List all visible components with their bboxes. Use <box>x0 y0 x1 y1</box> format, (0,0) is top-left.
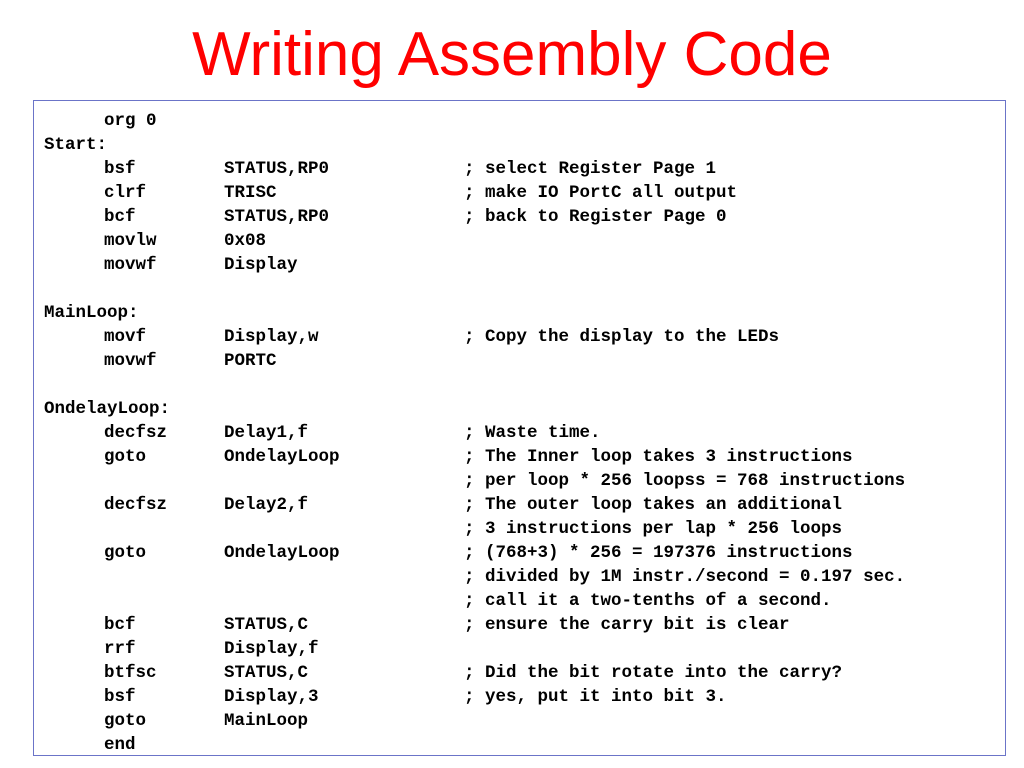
code-mnemonic: bsf <box>104 159 136 179</box>
code-mnemonic: movlw <box>104 231 157 251</box>
code-comment: ; The Inner loop takes 3 instructions <box>464 447 853 467</box>
code-comment: ; yes, put it into bit 3. <box>464 687 727 707</box>
code-mnemonic: decfsz <box>104 495 168 515</box>
code-operand: Display,3 <box>224 687 319 707</box>
code-mnemonic: goto <box>104 711 147 731</box>
code-mnemonic: rrf <box>104 639 136 659</box>
code-mnemonic: btfsc <box>104 663 157 683</box>
code-mnemonic: movwf <box>104 351 157 371</box>
code-comment: ; Did the bit rotate into the carry? <box>464 663 843 683</box>
code-comment: ; Copy the display to the LEDs <box>464 327 780 347</box>
code-operand: STATUS,RP0 <box>224 207 330 227</box>
code-label: OndelayLoop: <box>44 399 171 419</box>
code-mnemonic: bsf <box>104 687 136 707</box>
code-operand: OndelayLoop <box>224 447 340 467</box>
code-mnemonic: decfsz <box>104 423 168 443</box>
code-mnemonic: bcf <box>104 207 136 227</box>
code-mnemonic: bcf <box>104 615 136 635</box>
code-operand: Delay2,f <box>224 495 309 515</box>
code-operand: 0x08 <box>224 231 267 251</box>
code-operand: TRISC <box>224 183 277 203</box>
code-comment: ; back to Register Page 0 <box>464 207 727 227</box>
code-operand: MainLoop <box>224 711 309 731</box>
code-comment: ; per loop * 256 loopss = 768 instructions <box>464 471 906 491</box>
code-mnemonic: org 0 <box>104 111 157 131</box>
code-operand: PORTC <box>224 351 277 371</box>
code-operand: Display <box>224 255 298 275</box>
code-mnemonic: movf <box>104 327 147 347</box>
code-mnemonic: goto <box>104 543 147 563</box>
code-operand: STATUS,RP0 <box>224 159 330 179</box>
code-mnemonic: clrf <box>104 183 147 203</box>
code-comment: ; (768+3) * 256 = 197376 instructions <box>464 543 853 563</box>
code-comment: ; Waste time. <box>464 423 601 443</box>
code-comment: ; The outer loop takes an additional <box>464 495 843 515</box>
code-listing-box <box>33 100 1006 756</box>
code-operand: Display,w <box>224 327 319 347</box>
code-comment: ; divided by 1M instr./second = 0.197 sec. <box>464 567 906 587</box>
code-label: MainLoop: <box>44 303 139 323</box>
code-operand: Delay1,f <box>224 423 309 443</box>
code-label: Start: <box>44 135 108 155</box>
code-operand: STATUS,C <box>224 615 309 635</box>
code-comment: ; select Register Page 1 <box>464 159 717 179</box>
code-mnemonic: goto <box>104 447 147 467</box>
code-comment: ; ensure the carry bit is clear <box>464 615 790 635</box>
code-mnemonic: movwf <box>104 255 157 275</box>
code-operand: Display,f <box>224 639 319 659</box>
code-operand: STATUS,C <box>224 663 309 683</box>
code-comment: ; 3 instructions per lap * 256 loops <box>464 519 843 539</box>
slide-title: Writing Assembly Code <box>192 20 832 89</box>
code-mnemonic: end <box>104 735 136 755</box>
code-operand: OndelayLoop <box>224 543 340 563</box>
code-comment: ; make IO PortC all output <box>464 183 738 203</box>
code-comment: ; call it a two-tenths of a second. <box>464 591 832 611</box>
